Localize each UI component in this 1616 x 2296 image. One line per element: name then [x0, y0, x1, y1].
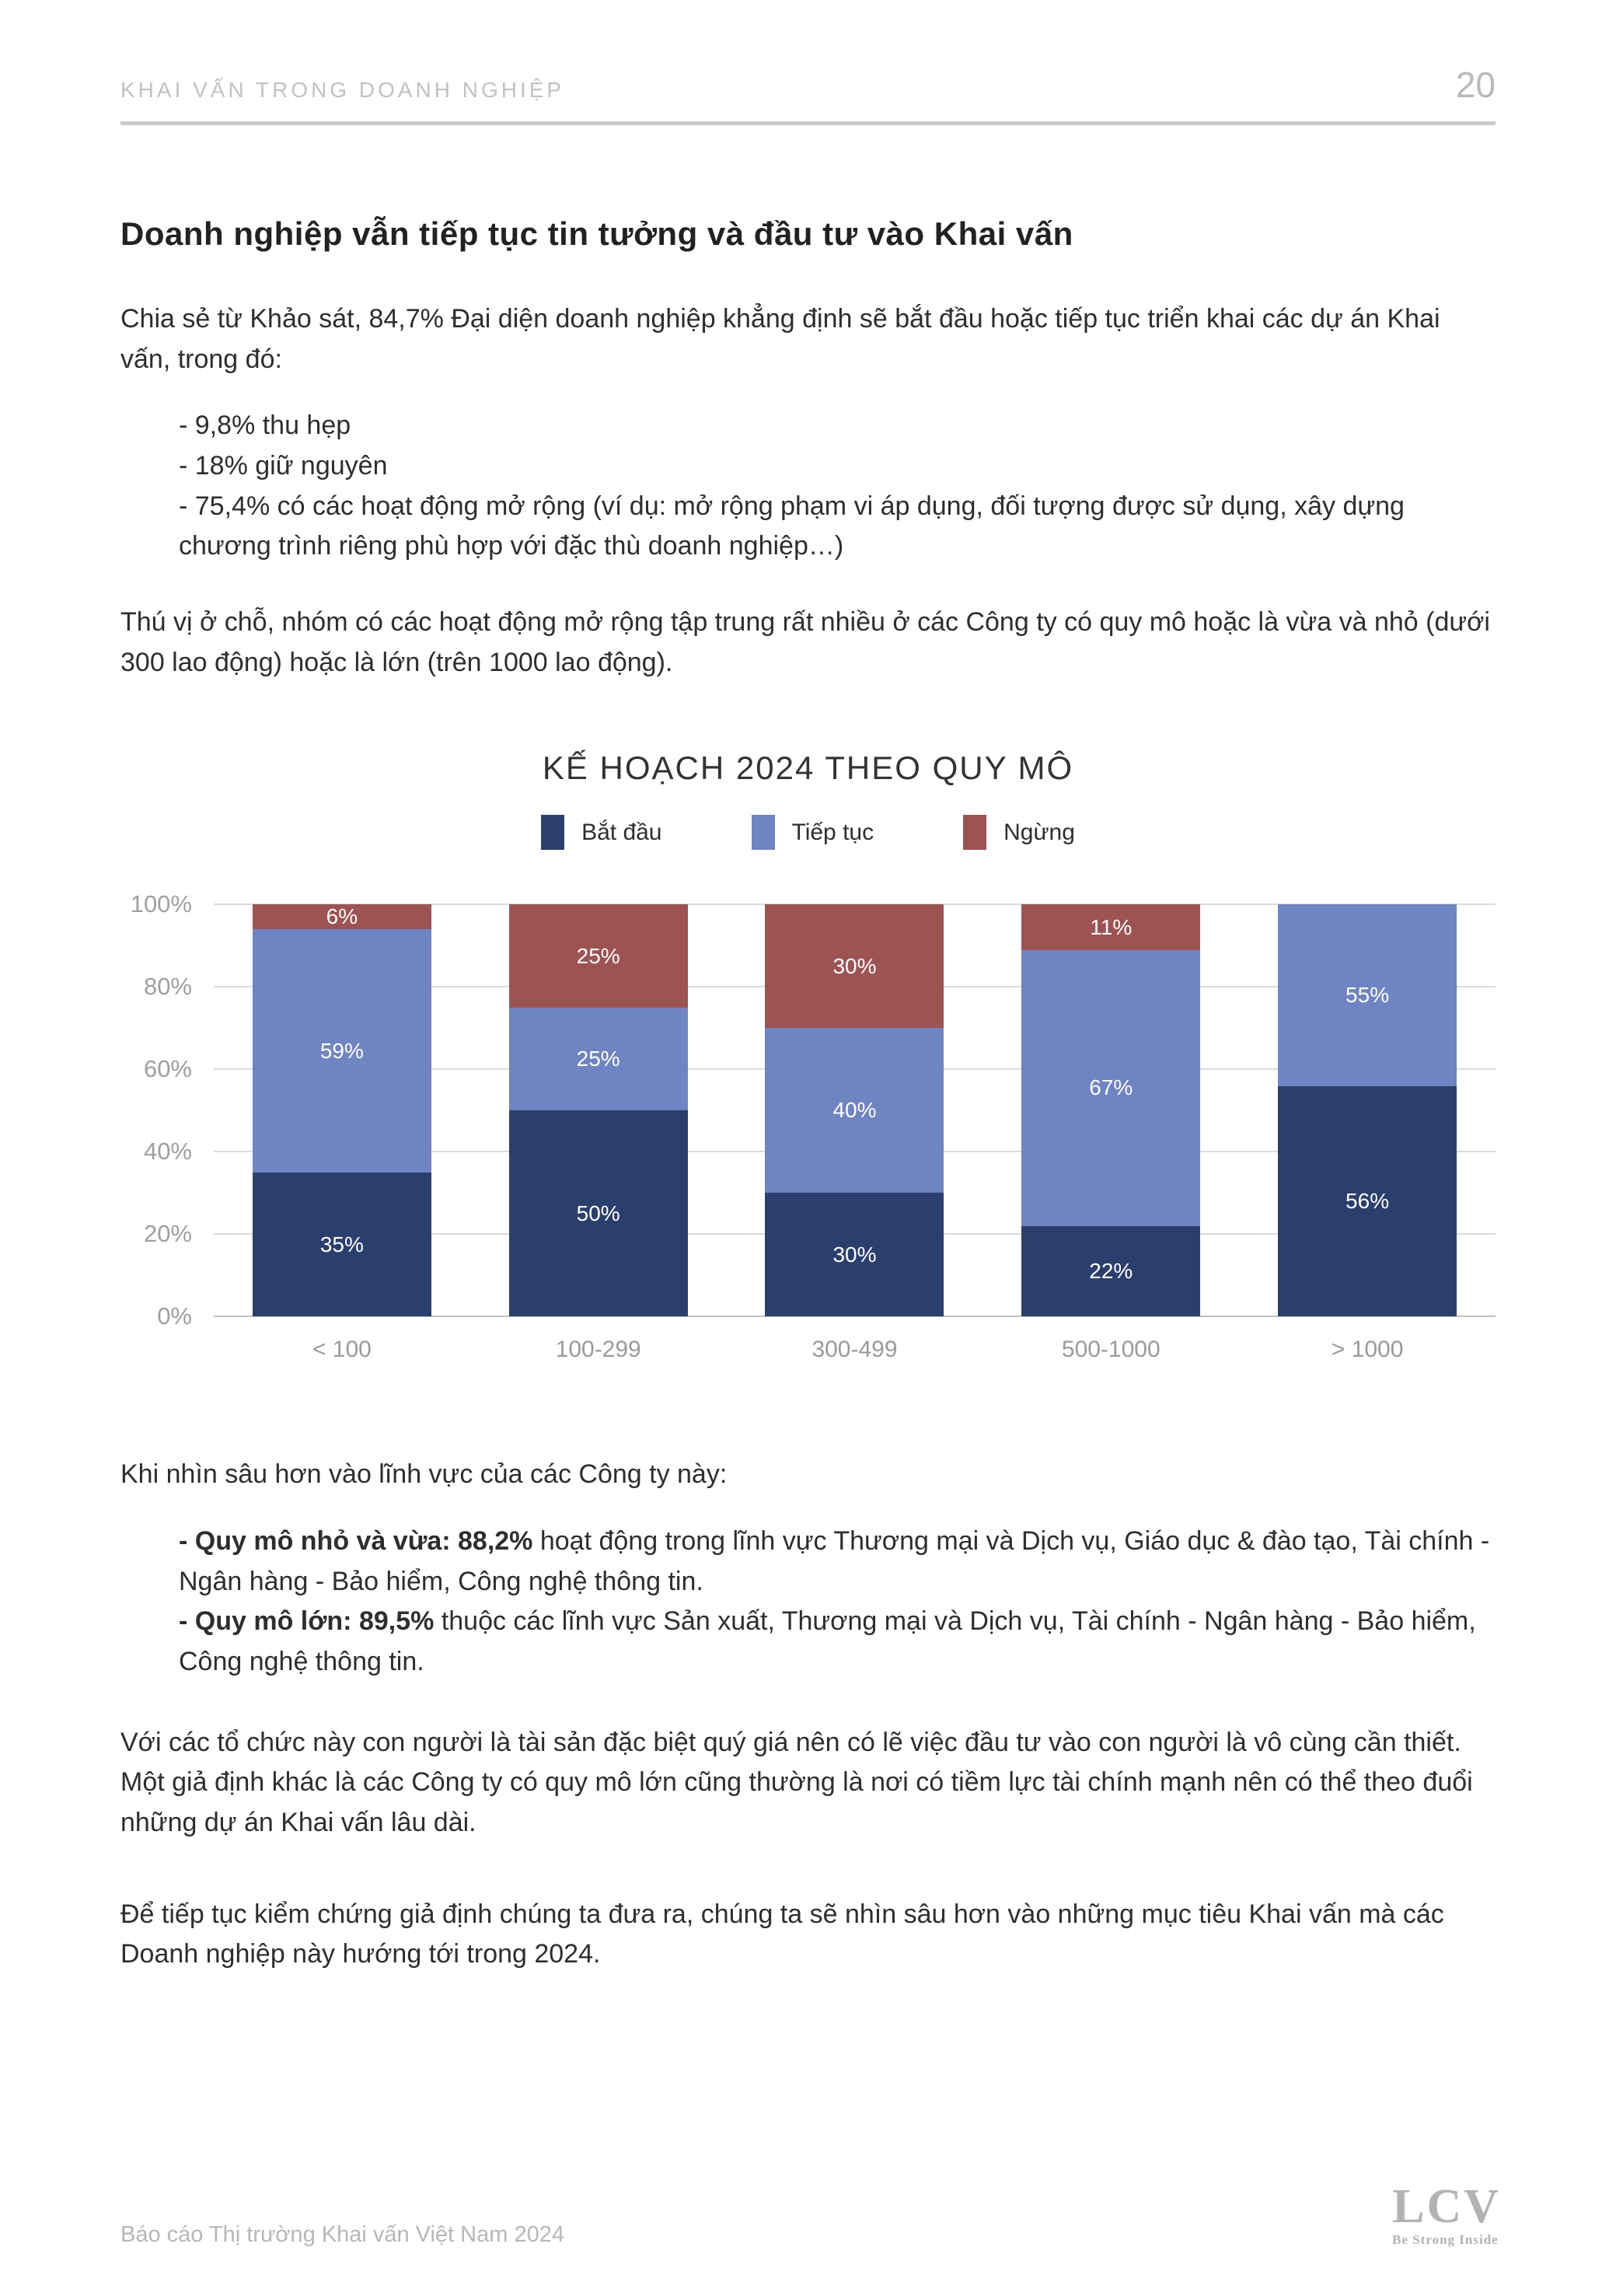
bullet-rest: thuộc các lĩnh vực Sản xuất, Thương mại và Dịch vụ, Tài chính - Ngân hàng - Bảo hiểm, Công nghệ thông tin.: [179, 1606, 1476, 1677]
bullet-bold-lead: - Quy mô lớn: 89,5%: [179, 1606, 435, 1637]
legend-label: Tiếp tục: [791, 819, 874, 845]
bar-segment-label: 25%: [576, 1047, 620, 1071]
list-item: - 18% giữ nguyên: [179, 451, 388, 481]
x-axis-category-label: > 1000: [1331, 1337, 1404, 1363]
chart-plot-area: [120, 890, 1496, 1363]
bullet-list-sectors: [120, 1522, 1496, 1683]
legend-label: Ngừng: [1003, 819, 1075, 845]
bar-segment: [509, 1110, 688, 1316]
bar-segment: [253, 929, 431, 1172]
x-axis-category-label: 500-1000: [1061, 1337, 1161, 1363]
bar-segment-label: 67%: [1089, 1075, 1133, 1100]
bar-segment: [765, 1028, 944, 1193]
list-item: [179, 1602, 1496, 1682]
paragraph-intro: Chia sẻ từ Khảo sát, 84,7% Đại diện doanh nghiệp khẳng định sẽ bắt đầu hoặc tiếp tục triển khai các dự án Khai vấn, trong đó:: [120, 304, 1440, 374]
paragraph-sectors-intro: Khi nhìn sâu hơn vào lĩnh vực của các Công ty này:: [120, 1459, 728, 1490]
bar-segment: [1278, 904, 1457, 1085]
bar-cell: [470, 904, 727, 1316]
bar-segment: [253, 1172, 431, 1317]
bar-segment-label: 55%: [1346, 982, 1390, 1007]
chart-plot: [130, 890, 1496, 1330]
bar-segment: [509, 1008, 688, 1111]
bullet-rest: hoạt động trong lĩnh vực Thương mại và Dịch vụ, Giáo dục & đào tạo, Tài chính - Ngân hàng - Bảo hiểm, Công nghệ thông tin.: [179, 1526, 1490, 1596]
bar-segment-label: 30%: [832, 1242, 877, 1267]
bar-segment-label: 22%: [1089, 1259, 1133, 1284]
legend-label: Bắt đầu: [581, 819, 662, 845]
legend-item: [752, 815, 874, 850]
bar-cell: [983, 904, 1239, 1316]
list-item: [179, 1522, 1496, 1602]
bullet-bold-lead: - Quy mô nhỏ và vừa: 88,2%: [179, 1526, 533, 1557]
paragraph-insight: Thú vị ở chỗ, nhóm có các hoạt động mở rộng tập trung rất nhiều ở các Công ty có quy mô hoặc là vừa và nhỏ (dưới 300 lao động) hoặc là lớn (trên 1000 lao động).: [120, 607, 1490, 677]
legend-swatch: [752, 815, 775, 850]
bar-segment: [509, 904, 688, 1008]
bar-segment-label: 30%: [832, 953, 877, 978]
bullet-list-plans: [120, 406, 1496, 567]
bar-segment-label: 56%: [1346, 1188, 1390, 1213]
bar-segment: [765, 1193, 944, 1316]
stacked-bar-1: [253, 904, 431, 1316]
page-number: 20: [1455, 65, 1496, 105]
paragraph-conclusion: Để tiếp tục kiểm chứng giả định chúng ta đưa ra, chúng ta sẽ nhìn sâu hơn vào những mục tiêu Khai vấn mà các Doanh nghiệp này hướng tới trong 2024.: [120, 1899, 1444, 1969]
x-axis-category-label: 300-499: [811, 1337, 898, 1363]
y-axis-tick-label: 60%: [143, 1055, 192, 1083]
y-axis-tick-label: 40%: [143, 1138, 192, 1165]
header-divider: [120, 121, 1496, 125]
bar-segment: [1021, 904, 1200, 949]
bar-cell: [1239, 904, 1496, 1316]
logo-tagline: Be Strong Inside: [1392, 2232, 1499, 2247]
logo-text: LCV: [1392, 2180, 1501, 2234]
legend-item: [541, 815, 661, 850]
bar-segment: [253, 904, 431, 929]
stacked-bar-chart: [120, 750, 1496, 1363]
bar-segment-label: 50%: [576, 1200, 620, 1225]
bar-segment-label: 40%: [832, 1098, 877, 1123]
bar-segment: [1278, 1086, 1457, 1317]
running-header: KHAI VẤN TRONG DOANH NGHIỆP: [120, 78, 565, 102]
bar-segment-label: 25%: [576, 943, 620, 968]
legend-swatch: [541, 815, 564, 850]
y-axis-tick-label: 80%: [143, 973, 192, 1001]
y-axis-tick-label: 100%: [130, 890, 192, 918]
stacked-bar-2: [509, 904, 688, 1316]
legend-item: [963, 815, 1075, 850]
x-axis-category-label: 100-299: [555, 1337, 641, 1363]
bar-segment: [1021, 950, 1200, 1226]
chart-title: KẾ HOẠCH 2024 THEO QUY MÔ: [542, 750, 1074, 787]
chart-legend: [120, 815, 1496, 850]
lcv-logo: [1392, 2180, 1501, 2248]
stacked-bar-3: [765, 904, 944, 1316]
bar-segment: [765, 904, 944, 1028]
footer-report-title: Báo cáo Thị trường Khai vấn Việt Nam 2024: [120, 2222, 564, 2247]
bar-segment-label: 6%: [326, 904, 358, 929]
stacked-bar-5: [1278, 904, 1457, 1316]
y-axis-tick-label: 0%: [157, 1302, 192, 1330]
list-item: - 75,4% có các hoạt động mở rộng (ví dụ: mở rộng phạm vi áp dụng, đối tượng được sử dụng, xây dựng chương trình riêng phù hợp với đặc thù doanh nghiệp…): [179, 491, 1405, 561]
legend-swatch: [963, 815, 986, 850]
page-footer: [120, 2180, 1501, 2248]
paragraph-analysis: Với các tổ chức này con người là tài sản đặc biệt quý giá nên có lẽ việc đầu tư vào con người là vô cùng cần thiết. Một giả định khác là các Công ty có quy mô lớn cũng thường là nơi có tiềm lực tài chính mạnh nên có thể theo đuổi những dự án Khai vấn lâu dài.: [120, 1727, 1473, 1838]
chart-x-axis-labels: [214, 1337, 1496, 1363]
section-heading: Doanh nghiệp vẫn tiếp tục tin tưởng và đầu tư vào Khai vấn: [120, 215, 1073, 252]
bars-layer: [214, 904, 1496, 1316]
bar-segment-label: 59%: [319, 1038, 364, 1063]
stacked-bar-4: [1021, 904, 1200, 1316]
bar-cell: [214, 904, 470, 1316]
page-header: [120, 0, 1496, 103]
y-axis-tick-label: 20%: [143, 1220, 192, 1248]
bar-cell: [727, 904, 983, 1316]
bar-segment: [1021, 1226, 1200, 1317]
list-item: - 9,8% thu hẹp: [179, 411, 351, 441]
x-axis-category-label: < 100: [312, 1337, 372, 1363]
bar-segment-label: 11%: [1090, 914, 1133, 939]
bar-segment-label: 35%: [319, 1232, 364, 1256]
